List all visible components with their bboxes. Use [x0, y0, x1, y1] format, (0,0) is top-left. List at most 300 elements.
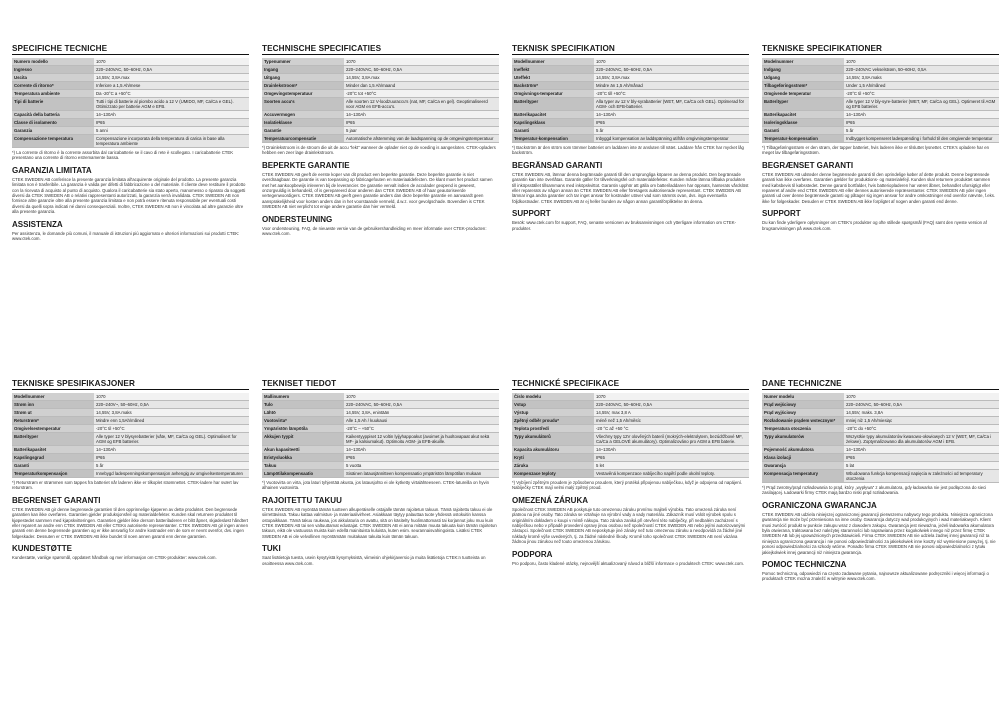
- spec-row: [262, 462, 499, 470]
- warranty-heading: BEGRÄNSAD GARANTI: [512, 160, 603, 170]
- spec-table: [512, 58, 749, 143]
- warranty-text: Společnost CTEK SWEDEN AB poskytuje tuto omezenou záruku prvnímu majiteli výrobku. Tato omezená záruka není platnou na jiné osoby. Tato záruka se vztahuje na výrobní vady a vady materiálu. Zákazník musí vrátit výrobek spolu s originálním dokladem o koupi v místě nákupu. Tato záruka zaniká při otevření této nabíječky, při nedbalém zacházení s nabíječkou nebo v případě provedení opravy jinou osobou než společností CTEK SWEDEN AB nebo jejími autorizovanými zástupci. Společnost CTEK SWEDEN AB neposkytuje jiné záruky než tuto omezenou záruku a neodpovídá za žádné jiné náklady kromě výše uvedených, tj. za žádné následné škody. Kromě toho společnost CTEK SWEDEN AB není vázána žádnou jinou zárukou než touto omezenou zárukou.: [512, 506, 746, 545]
- spec-label: Tilbageføringsstrøm*: [762, 82, 844, 90]
- spec-label: Krytí: [512, 454, 594, 462]
- spec-label: Kompensacja temperatury: [762, 470, 844, 483]
- support-heading: PODPORA: [512, 549, 553, 559]
- support-heading: SUPPORT: [762, 209, 801, 219]
- spec-label: Temperatur-kompensation: [762, 135, 844, 143]
- spec-label: Numer modelu: [762, 393, 844, 401]
- spec-row: [762, 454, 999, 462]
- spec-row: [762, 135, 999, 143]
- spec-value: IP65: [344, 454, 499, 462]
- spec-label: Akun kapasiteetti: [262, 446, 344, 454]
- support-text: Kundestøtte, vanlige spørsmål, oppdatert håndbok og mer informasjon om CTEK-produkter: www.ctek.com.: [12, 555, 217, 561]
- spec-row: [512, 98, 749, 111]
- spec-label: Batterityper: [12, 433, 94, 446]
- spec-label: Accuvermogen: [262, 111, 344, 119]
- spec-row: [12, 90, 249, 98]
- spec-value: 14–130Ah: [94, 111, 249, 119]
- spec-value: Tutti i tipi di batterie al piombo acido a 12 V (UMIDO, MF, Ca/Ca e GEL). Ottimizzato per batterie AGM e EFB.: [94, 98, 249, 111]
- spec-value: 220–240VAC, 50–60Hz, 0,5A: [594, 401, 749, 409]
- section-title: TEKNISKE SPESIFIKASJONER: [12, 379, 249, 390]
- spec-row: [262, 433, 499, 446]
- spec-value: IP65: [594, 119, 749, 127]
- spec-row: [762, 425, 999, 433]
- support-text: Voor ondersteuning, FAQ, de nieuwste versie van de gebruikershandleiding en meer informatie over CTEK-producten: www.ctek.com.: [262, 225, 487, 237]
- spec-row: [12, 462, 249, 470]
- spec-row: [262, 98, 499, 111]
- spec-row: [12, 425, 249, 433]
- spec-value: 14–130Ah: [844, 111, 999, 119]
- support-heading: POMOC TECHNICZNA: [762, 560, 847, 570]
- spec-label: Lähtö: [262, 409, 344, 417]
- spec-value: Minder dan 1,5 Ah/maand: [344, 82, 499, 90]
- spec-label: Uitgang: [262, 74, 344, 82]
- spec-row: [762, 90, 999, 98]
- spec-row: [512, 454, 749, 462]
- spec-value: Under 1,5 Ah/måned: [844, 82, 999, 90]
- spec-value: 14–130Ah: [844, 446, 999, 454]
- spec-label: Akkujen tyypit: [262, 433, 344, 446]
- spec-row: [12, 446, 249, 454]
- support-heading: KUNDESTØTTE: [12, 544, 72, 554]
- spec-row: [262, 135, 499, 143]
- spec-row: [762, 58, 999, 66]
- spec-value: 220–240V~, 50–60Hz, 0,5A: [94, 401, 249, 409]
- spec-value: 14,55V, 3,8A max: [594, 74, 749, 82]
- spec-row: [262, 119, 499, 127]
- spec-label: Temperaturkompensasjon: [12, 470, 94, 478]
- section-title: SPECIFICHE TECNICHE: [12, 44, 249, 55]
- spec-value: 1070: [94, 393, 249, 401]
- spec-value: -20 °C až +50 °C: [594, 425, 749, 433]
- spec-label: Výstup: [512, 409, 594, 417]
- spec-label: Soorten accu's: [262, 98, 344, 111]
- support-text: Pomoc techniczną, odpowiedzi na często zadawane pytania, najnowsze aktualizowane podręczniki i więcej informacji o produktach CTEK można znaleźć w witrynie www.ctek.com.: [762, 571, 989, 582]
- spec-row: [12, 433, 249, 446]
- spec-row: [512, 74, 749, 82]
- spec-label: Rozładowanie prądem wstecznym*: [762, 417, 844, 425]
- spec-label: Classe di isolamento: [12, 119, 94, 127]
- spec-label: Omgevingstemperatuur: [262, 90, 344, 98]
- spec-row: [762, 401, 999, 409]
- spec-label: Garanti: [762, 127, 844, 135]
- warranty-heading: RAJOITETTU TAKUU: [262, 495, 342, 505]
- footnote: *) Drainlekstroom is de stroom die uit de accu "lekt" wanneer de oplader niet op de voeding is aangesloten. CTEK-opladers hebben een zeer lage drainlekstroom.: [262, 145, 496, 156]
- spec-row: [512, 433, 749, 446]
- support-text: Du kan finde yderligere oplysninger om CTEK's produkter og ofte stillede spørgsmål (FAQ) samt den nyeste version af brugsanvisningen på www.ctek.com.: [762, 220, 987, 231]
- spec-row: [512, 417, 749, 425]
- spec-value: Alla typer av 12 V bly-syrabatterier (WET, MF, Ca/Ca och GEL). Optimerad för AGM- och EFB-batterier.: [594, 98, 749, 111]
- footnote: *) La corrente di ritorno è la corrente assorbita dal caricabatterie se il cavo di rete è scollegato. I caricabatterie CTEK presentano una corrente di ritorno estremamente bassa.: [12, 150, 234, 161]
- spec-row: [512, 425, 749, 433]
- spec-label: Kapslingsklass: [512, 119, 594, 127]
- spec-row: [12, 58, 249, 66]
- spec-label: Garantie: [262, 127, 344, 135]
- spec-row: [512, 135, 749, 143]
- spec-label: Omgivende temperatur: [762, 90, 844, 98]
- section-title: TEKNISKE SPECIFIKATIONER: [762, 44, 999, 55]
- spec-label: Ineffekt: [512, 66, 594, 74]
- warranty-text: CTEK SWEDEN AB myöntää tämän tuotteen alkuperäiselle ostajalle tämän rajoitetun takuun. Tämä rajoitettu takuu ei ole siirrettävissä. Takuu kattaa valmistus- ja materiaalivirheet. Asiakkaan täytyy palauttaa tuote yhdessä ostokuitin kanssa ostopaikkaan. Tämä takuu raukeaa, jos akkulaturia on avattu, sitä on käsitelty huolimattomasti tai korjannut joku muu kuin CTEK SWEDEN AB tai sen valtuuttamat edustajat. CTEK SWEDEN AB ei anna mitään muuta takuuta kuin tämän rajoitetun takuun, eikä ole vastuussa muista kuin edellä mainituista kuluista, kuten esim. seurannaisvahingoista. Lisäksi CTEK SWEDEN AB ei ole velvollinen myöntämään muitakaan takuita kuin tämän takuun.: [262, 506, 497, 539]
- spec-value: 220–240VAC, 50–60Hz, 0,5A: [344, 401, 499, 409]
- spec-value: 14–130Ah: [344, 446, 499, 454]
- spec-row: [512, 446, 749, 454]
- spec-table: [762, 58, 999, 143]
- section-title: TECHNISCHE SPECIFICATIES: [262, 44, 499, 55]
- footnote: *) Prąd zwrotny/prąd rozładowania to prąd, który „wypływa” z akumulatora, gdy ładowarka nie jest podłączona do sieci zasilającej. Ładowarki firmy CTEK mają bardzo niski prąd rozładowania.: [762, 485, 987, 496]
- spec-value: Sisäinen latausjännitteen kompensaatio ympäristön lämpötilan mukaan: [344, 470, 499, 478]
- spec-value: 14,55V, 3,8A maks: [844, 74, 999, 82]
- spec-value: IP65: [94, 454, 249, 462]
- spec-value: 5 lat: [844, 462, 999, 470]
- spec-label: Vstup: [512, 401, 594, 409]
- spec-table: [12, 393, 249, 478]
- spec-row: [512, 462, 749, 470]
- spec-label: Omgivelsestemperatur: [12, 425, 94, 433]
- spec-value: Alle typer 12 V blysyrebatterier (våte, MF, Ca/Ca og GEL). Optimalisert for AGM og EFB batterier.: [94, 433, 249, 446]
- spec-value: 5 jaar: [344, 127, 499, 135]
- spec-row: [262, 401, 499, 409]
- spec-value: -20°C til +50°C: [94, 425, 249, 433]
- spec-row: [262, 66, 499, 74]
- spec-row: [512, 393, 749, 401]
- spec-row: [512, 58, 749, 66]
- spec-row: [762, 82, 999, 90]
- spec-row: [262, 393, 499, 401]
- spec-value: 5 vuotta: [344, 462, 499, 470]
- spec-value: IP65: [844, 454, 999, 462]
- spec-row: [12, 417, 249, 425]
- spec-value: 5 let: [594, 462, 749, 470]
- spec-value: 14–130Ah: [344, 111, 499, 119]
- support-heading: SUPPORT: [512, 209, 551, 219]
- spec-row: [762, 119, 999, 127]
- spec-row: [762, 127, 999, 135]
- spec-label: Numero modello: [12, 58, 94, 66]
- spec-label: Batterikapasitet: [12, 446, 94, 454]
- spec-value: 14–130Ah: [594, 111, 749, 119]
- spec-value: IP65: [344, 119, 499, 127]
- spec-value: Mindre än 1,5 Ah/månad: [594, 82, 749, 90]
- spec-value: IP65: [94, 119, 249, 127]
- support-text: Per assistenza, le domande più comuni, il manuale di istruzioni più aggiornato e ulteriori informazioni sui prodotti CTEK: www.ctek.com.: [12, 230, 240, 242]
- warranty-text: CTEK SWEDEN AB gir denne begrensede garantien til den opprinnelige kjøperen av dette produktet. Den begrensede garantien kan ikke overføres. Garantien gjelder produksjonsfeil og materialdefekter. Kunden skal returnere produktet til kjøpestedet sammen med kjøpskvitteringen. Garantien gjelder ikke dersom batteriladeren er blitt åpnet, skjødesløst håndtert eller reparert av andre enn CTEK SWEDEN AB eller CTEKs autoriserte representanter. CTEK SWEDEN AB gir ingen annen garanti enn denne begrensede garantien og er ikke ansvarlig for andre kostnader enn de som er nevnt ovenfor, dvs. ingen følgeskader. Dessuten er CTEK SWEDEN AB ikke bundet til noen annen garanti enn denne garantien.: [12, 506, 248, 539]
- spec-value: Alle soorten 12 V-loodzuuraccu's (nat, MF, Ca/Ca en gel). Geoptimaliseerd voor AGM en EFB-accu's.: [344, 98, 499, 111]
- spec-label: Modelnummer: [762, 58, 844, 66]
- spec-value: Da -20°C a +50°C: [94, 90, 249, 98]
- spec-row: [12, 66, 249, 74]
- spec-label: Garanti: [12, 462, 94, 470]
- spec-label: Číslo modelu: [512, 393, 594, 401]
- spec-value: 1070: [594, 393, 749, 401]
- spec-row: [12, 111, 249, 119]
- footnote: *) Vuotovirta on virta, jota laturi tyhjentää akusta, jos latausjohto ei ole kytketty virtalähteeseen. CTEK-latureilla on hyvin alhainen vuotovirta.: [262, 480, 489, 491]
- spec-label: Temperatuurcompensatie: [262, 135, 344, 143]
- spec-label: Modellnummer: [512, 58, 594, 66]
- spec-value: -20°C till +50°C: [594, 90, 749, 98]
- spec-value: 5 år: [594, 127, 749, 135]
- spec-label: Klasa izolacji: [762, 454, 844, 462]
- language-section: [512, 379, 749, 566]
- spec-label: Typenummer: [262, 58, 344, 66]
- spec-label: Compensazione temperatura: [12, 135, 94, 148]
- spec-value: Automatische afstemming van de laadspanning op de omgevingstemperatuur: [344, 135, 499, 143]
- spec-label: Garanzia: [12, 127, 94, 135]
- spec-row: [762, 111, 999, 119]
- warranty-heading: BEGRÆNSET GARANTI: [762, 160, 854, 170]
- spec-label: Indgang: [762, 66, 844, 74]
- spec-label: Temperatura ambiente: [12, 90, 94, 98]
- spec-row: [12, 74, 249, 82]
- spec-value: 1070: [844, 393, 999, 401]
- spec-value: Wszystkie typy akumulatorów kwasowo-ołowiowych 12 V (WET, MF, Ca/Ca i żelowe). Zoptymalizowano dla akumulatorów AGM i EFB.: [844, 433, 999, 446]
- spec-row: [762, 98, 999, 111]
- spec-label: Pojemność akumulatora: [762, 446, 844, 454]
- spec-label: Udgang: [762, 74, 844, 82]
- spec-row: [262, 82, 499, 90]
- spec-row: [512, 82, 749, 90]
- spec-label: Backström*: [512, 82, 594, 90]
- spec-label: Ingresso: [12, 66, 94, 74]
- language-section: [262, 379, 499, 566]
- spec-label: Takuu: [262, 462, 344, 470]
- spec-label: Prąd wyjściowy: [762, 409, 844, 417]
- spec-row: [262, 446, 499, 454]
- spec-label: Kapacita akumulátoru: [512, 446, 594, 454]
- spec-label: Isoleringsklasse: [762, 119, 844, 127]
- spec-value: Vestavěná kompenzace nabíjecího napětí podle okolní teploty.: [594, 470, 749, 478]
- spec-value: 14,55V, 3,8A maks: [94, 409, 249, 417]
- footnote: *) Backström är den ström som tömmer batteriet om laddaren inte är ansluten till nätet. Laddare från CTEK har mycket låg backström.: [512, 145, 744, 156]
- spec-row: [12, 393, 249, 401]
- spec-label: Omgivnings-temperatur: [512, 90, 594, 98]
- spec-value: 14–130Ah: [94, 446, 249, 454]
- warranty-text: CTEK SWEDEN AB geeft de eerste koper van dit product een beperkte garantie. Deze beperkte garantie is niet overdraagbaar. De garantie is van toepassing op fabricagefouten en materiaaldefecten. De klant moet het product samen met het aankoopbewijs inleveren bij de leverancier. De garantie vervalt indien de acculader geopend is geweest, onzorgvuldig is behandeld, of is gerepareerd door anderen dan CTEK SWEDEN AB of haar geautoriseerde vertegenwoordigers. CTEK SWEDEN AB geeft geen garantie anders dan deze beperkte garantie en aanvaardt geen aansprakelijkheid voor kosten anders dan in het voorstaande vermeld, d.w.z. voor gevolgschade. Bovendien is CTEK SWEDEN AB niet verplicht tot enige andere garantie dan hier vermeld.: [262, 171, 493, 210]
- spec-row: [12, 470, 249, 478]
- spec-row: [512, 409, 749, 417]
- spec-label: Kapslingsgrad: [12, 454, 94, 462]
- support-text: Besök: www.ctek.com för support, FAQ, senaste versionen av bruksanvisningen och ytterligare information om CTEK-produkter.: [512, 220, 737, 231]
- spec-row: [762, 446, 999, 454]
- spec-row: [262, 127, 499, 135]
- spec-label: Uteffekt: [512, 74, 594, 82]
- spec-row: [512, 119, 749, 127]
- spec-value: 1070: [94, 58, 249, 66]
- spec-label: Tipi di batterie: [12, 98, 94, 111]
- spec-row: [262, 90, 499, 98]
- spec-label: Typy akumulátorů: [512, 433, 594, 446]
- spec-row: [512, 127, 749, 135]
- spec-label: Batterityper: [512, 98, 594, 111]
- spec-row: [512, 470, 749, 478]
- spec-row: [512, 90, 749, 98]
- spec-label: Temperatura otoczenia: [762, 425, 844, 433]
- spec-value: 220–240VAC, 50–60Hz, 0,5A: [94, 66, 249, 74]
- section-title: TECHNICKÉ SPECIFIKACE: [512, 379, 749, 390]
- spec-value: 1070: [344, 58, 499, 66]
- spec-row: [762, 433, 999, 446]
- spec-value: Innebygd ladespenningskompensasjon avhengig av omgivelsestemperaturen: [94, 470, 249, 478]
- warranty-text: CTEK SWEDEN AB udsteder denne begrænsede garanti til den oprindelige køber af dette produkt. Denne begrænsede garanti kan ikke overføres. Garantien gælder for produktions- og materialefejl. Kunden skal returnere produktet sammen med købsbevis til købsstedet. Denne garanti bortfalder, hvis batteriopladeren har været åbnet, behandlet uforsigtigt eller repareret af andre end CTEK SWEDEN AB eller dennes autoriserede repræsentanter. CTEK SWEDEN AB yder ingen garanti ud over denne begrænsede garanti og påtager sig ingen ansvar for andre omkostninger end ovenfor nævnte, f.eks. ikke for følgeskader. Desuden er CTEK SWEDEN AB ikke forpligtet af nogen anden garanti end denne.: [762, 171, 996, 204]
- spec-row: [262, 74, 499, 82]
- spec-value: Všechny typy 12V olověných baterií (mokrých-elektrolytem, bezúdržbové MF, Ca/Ca a GELOVÉ akumulátory). Optimalizováno pro AGM a EFB baterie.: [594, 433, 749, 446]
- spec-value: -20°C do +50°C: [844, 425, 999, 433]
- spec-row: [762, 417, 999, 425]
- spec-table: [762, 393, 999, 483]
- spec-label: Corrente di ritorno*: [12, 82, 94, 90]
- spec-row: [262, 58, 499, 66]
- spec-value: Inbyggd kompensation av laddspänning utifrån omgivningstemperatur: [594, 135, 749, 143]
- spec-value: 220–240VAC, 50–60Hz, 0,5A: [594, 66, 749, 74]
- spec-label: Returstrøm*: [12, 417, 94, 425]
- spec-value: Wbudowana funkcja kompensacji napięcia w zależności od temperatury otoczenia: [844, 470, 999, 483]
- spec-value: 1070: [844, 58, 999, 66]
- spec-label: Ympäristön lämpötila: [262, 425, 344, 433]
- spec-row: [762, 74, 999, 82]
- spec-value: 5 år: [94, 462, 249, 470]
- spec-label: Strøm inn: [12, 401, 94, 409]
- spec-value: Alle 1,5 Ah / kuukausi: [344, 417, 499, 425]
- warranty-heading: BEPERKTE GARANTIE: [262, 160, 350, 170]
- spec-label: Prąd wejściowy: [762, 401, 844, 409]
- spec-row: [262, 417, 499, 425]
- language-section: [512, 44, 749, 231]
- warranty-text: CTEK SWEDEN AB conferisce la presente garanzia limitata all'acquirente originale del prodotto. La presente garanzia limitata non è trasferibile. La garanzia è valida per difetti di fabbricazione o del materiale. Il cliente deve restituire il prodotto con la ricevuta di acquisto al punto di acquisto. Qualora il caricabatterie sia stato aperto, manomesso o riparato da soggetti diversi da CTEK SWEDEN AB o relativi rappresentanti autorizzati, la garanzia verrà invalidata. CTEK SWEDEN AB non fornisce altre garanzie oltre alla presente garanzia limitata e non potrà essere ritenuta responsabile per eventuali costi diversi da quelli sopra indicati né danni consequenziali. Inoltre, CTEK SWEDEN AB non è vincolata ad altre garanzie oltre alla presente garanzia.: [12, 176, 246, 215]
- section-title: TEKNISK SPECIFIKATION: [512, 44, 749, 55]
- spec-label: Modellnummer: [12, 393, 94, 401]
- spec-value: Mindre enn 1,5Ah/måned: [94, 417, 249, 425]
- spec-row: [262, 454, 499, 462]
- spec-row: [262, 470, 499, 478]
- spec-value: -20°C til +50°C: [844, 90, 999, 98]
- spec-label: Isolatieklasse: [262, 119, 344, 127]
- spec-row: [12, 135, 249, 148]
- spec-label: Garanti: [512, 127, 594, 135]
- spec-value: 14,55V, 3,8A max: [94, 74, 249, 82]
- spec-value: méně než 1,5 Ah/měsíc: [594, 417, 749, 425]
- spec-value: 220–240VAC vekselstrøm, 50–60Hz, 0,5A: [844, 66, 999, 74]
- warranty-heading: OMEZENÁ ZÁRUKA: [512, 495, 588, 505]
- spec-value: 14,55V, maks. 3,8A: [844, 409, 999, 417]
- spec-value: 220–240VAC, 50–60Hz, 0,5A: [844, 401, 999, 409]
- spec-label: Capacità della batteria: [12, 111, 94, 119]
- spec-label: Kompenzace teploty: [512, 470, 594, 478]
- spec-label: Drainlekstroom*: [262, 82, 344, 90]
- language-section: [762, 44, 999, 231]
- language-section: [12, 379, 249, 561]
- spec-label: Zpětný odběr proudu*: [512, 417, 594, 425]
- language-section: [762, 379, 999, 582]
- spec-row: [12, 127, 249, 135]
- spec-label: Gwarancja: [762, 462, 844, 470]
- spec-value: 14,55V, 3,8A, enintään: [344, 409, 499, 417]
- spec-label: Ingang: [262, 66, 344, 74]
- spec-row: [12, 409, 249, 417]
- language-section: [12, 44, 249, 241]
- spec-label: Uscita: [12, 74, 94, 82]
- spec-row: [262, 409, 499, 417]
- spec-label: Strøm ut: [12, 409, 94, 417]
- spec-label: Batterikapacitet: [762, 111, 844, 119]
- warranty-heading: OGRANICZONA GWARANCJA: [762, 500, 877, 510]
- spec-row: [762, 393, 999, 401]
- spec-value: Inferiore a 1,5 Ah/mese: [94, 82, 249, 90]
- spec-value: 14–130Ah: [594, 446, 749, 454]
- spec-value: IP65: [594, 454, 749, 462]
- spec-value: Compensazione incorporata della temperatura di carica in base alla temperatura ambiente: [94, 135, 249, 148]
- spec-table: [262, 393, 499, 478]
- spec-row: [12, 98, 249, 111]
- spec-label: Záruka: [512, 462, 594, 470]
- language-section: [262, 44, 499, 236]
- spec-label: Temperatur-kompensation: [512, 135, 594, 143]
- footnote: *) Vybíjení zpětným proudem je způsobeno proudem, který protéká připojenou nabíječkou, když je odpojena od napájení. Nabíječky CTEK mají velmi malý zpětný proud.: [512, 480, 743, 491]
- spec-label: Batterikapacitet: [512, 111, 594, 119]
- section-title: TEKNISET TIEDOT: [262, 379, 499, 390]
- support-text: Saat lisätietoja tuesta, usein kysytyistä kysymyksistä, viimeisin ohjekirjaversio ja muita lisätietoja CTEK:n tuotteista on osoitteessa www.ctek.com.: [262, 555, 486, 566]
- spec-row: [512, 66, 749, 74]
- spec-label: Teplota prostředí: [512, 425, 594, 433]
- spec-row: [762, 66, 999, 74]
- footnote: *) Returstrøm er strømmen som tappes fra batteriet når laderen ikke er tilkoplet strømnettet. CTEK-ladere har svært lav returstrøm.: [12, 480, 239, 491]
- warranty-heading: BEGRENSET GARANTI: [12, 495, 101, 505]
- spec-label: Tulo: [262, 401, 344, 409]
- spec-value: mniej niż 1,5 Ah/miesiąc: [844, 417, 999, 425]
- spec-row: [262, 425, 499, 433]
- spec-value: -20°C tot +50°C: [344, 90, 499, 98]
- section-title: DANE TECHNICZNE: [762, 379, 999, 390]
- spec-table: [512, 393, 749, 478]
- spec-value: 14,55V, 3,8A max: [344, 74, 499, 82]
- spec-value: 220–240VAC, 50–60Hz, 0,5A: [344, 66, 499, 74]
- spec-value: 1070: [344, 393, 499, 401]
- spec-label: Typy akumulatorów: [762, 433, 844, 446]
- spec-label: Eristysluokka: [262, 454, 344, 462]
- spec-table: [12, 58, 249, 148]
- support-heading: TUKI: [262, 544, 281, 554]
- spec-value: 5 anni: [94, 127, 249, 135]
- spec-row: [762, 409, 999, 417]
- warranty-text: CTEK SWEDEN AB, lämnar denna begränsade garanti till den ursprungliga köparen av denna produkt. Den begränsade garantin kan inte överlåtas. Garantin gäller för tillverkningsfel och materialdefekter. Kunden måste lämna tillbaka produkten till inköpsstället tillsammans med inköpskvittot. Garantin upphör att gälla om batteriladdaren har öppnats, hanterats vårdslöst eller reparerats av någon annan än CTEK SWEDEN AB eller företagets auktoriserade representant. CTEK SWEDEN AB lämnar inga andra garantier och tar inget ansvar för kostnader utöver vad som nämnts ovan, dvs. inga eventuella följdkostnader. CTEK SWEDEN AB är ej heller bunden av någon annan garantiförpliktelse än denna.: [512, 171, 749, 204]
- spec-row: [762, 470, 999, 483]
- support-heading: ASSISTENZA: [12, 219, 63, 229]
- spec-row: [262, 111, 499, 119]
- spec-row: [12, 454, 249, 462]
- spec-value: Alle typer 12 V bly-syre-batterier (WET, MF, Ca/Ca og GEL). Optimeret til AGM og EFB batterier.: [844, 98, 999, 111]
- support-heading: ONDERSTEUNING: [262, 214, 333, 224]
- spec-row: [12, 401, 249, 409]
- spec-label: Lämpötilakompensaatio: [262, 470, 344, 478]
- spec-label: Batterityper: [762, 98, 844, 111]
- spec-value: Kaikentyyppiset 12 voltin lyijyhappoakut (avoimet ja huoltovapaat akut sekä MF- ja kalsiumakut). Optimoitu AGM- ja EFB-akuille.: [344, 433, 499, 446]
- support-text: Pro podporu, často kladené otázky, nejnovější aktualizovaný návod a bližší informace o produktech CTEK: www.ctek.com.: [512, 560, 745, 566]
- warranty-text: CTEK SWEDEN AB udziela niniejszej ograniczonej gwarancji pierwszemu nabywcy tego produktu. Niniejsza ograniczona gwarancja nie może być przeniesiona na inne osoby. Gwarancja dotyczy wad produkcyjnych i wad materiałowych. Klient musi zwrócić produkt w punkcie zakupu wraz z dowodem zakupu. Gwarancja jest nieważna, jeżeli ładowarka akumulatora była otwierana, traktowana bez należytej staranności lub naprawiana przez kogokolwiek innego niż przez firmę CTEK SWEDEN AB lub jej upoważnionych przedstawicieli. Firma CTEK SWEDEN AB nie udziela żadnej innej gwarancji niż ta niniejsza ograniczona gwarancja i nie ponosi odpowiedzialności za jakiekolwiek inne koszty niż wymienione powyżej, tj. nie ponosi odpowiedzialności za szkody wtórne. Ponadto firma CTEK SWEDEN AB nie ponosi odpowiedzialności z tytułu jakiejkolwiek innej gwarancji niż niniejsza gwarancja.: [762, 511, 996, 555]
- spec-label: Mallinumero: [262, 393, 344, 401]
- spec-value: 14,55V, max 3,8 A: [594, 409, 749, 417]
- spec-table: [262, 58, 499, 143]
- spec-value: 1070: [594, 58, 749, 66]
- spec-value: Indbygget kompenseret ladespænding i forhold til den omgivende temperatur: [844, 135, 999, 143]
- spec-value: -20°C – +50°C: [344, 425, 499, 433]
- spec-row: [512, 401, 749, 409]
- spec-row: [12, 119, 249, 127]
- spec-value: 5 år: [844, 127, 999, 135]
- spec-label: Vuotovirta*: [262, 417, 344, 425]
- spec-row: [12, 82, 249, 90]
- spec-row: [762, 462, 999, 470]
